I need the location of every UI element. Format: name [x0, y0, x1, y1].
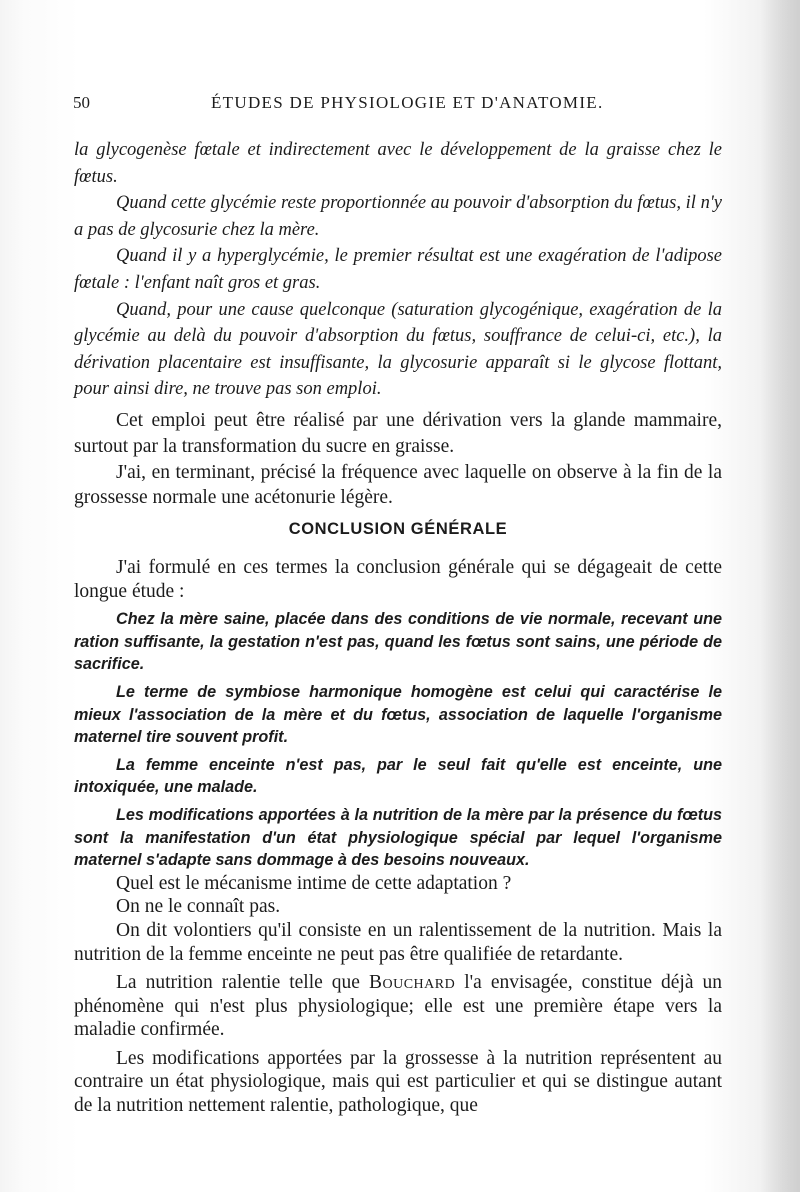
- emphasized-paragraph: Les modifications apportées à la nutrition de la mère par la présence du fœtus sont la manifestation d'un état physiologique spécial par lequel l'organisme maternel s'adapte sans dommage à des besoins nouveaux.: [74, 805, 722, 870]
- italic-paragraph: Quand, pour une cause quelconque (saturation glycogénique, exagération de la glycémie au delà du pouvoir d'absorption du fœtus, souffrance de celui-ci, etc.), la dérivation placentaire est insuffisante, la glycosurie apparaît si le glycose flottant, pour ainsi dire, ne trouve pas son emploi.: [74, 299, 722, 400]
- emphasized-paragraph: Chez la mère saine, placée dans des conditions de vie normale, recevant une ration suffisante, la gestation n'est pas, quand les fœtus sont sains, une période de sacrifice.: [74, 610, 722, 674]
- italic-paragraph: Quand il y a hyperglycémie, le premier résultat est une exagération de l'adipose fœtale : l'enfant naît gros et gras.: [74, 246, 722, 293]
- italic-summary: [74, 137, 722, 403]
- emphasized-paragraph: La femme enceinte n'est pas, par le seul fait qu'elle est enceinte, une intoxiquée, une malade.: [74, 755, 722, 797]
- paragraph: On dit volontiers qu'il consiste en un ralentissement de la nutrition. Mais la nutrition de la femme enceinte ne peut pas être qualifiée de retardante.: [74, 919, 722, 965]
- emphasized-conclusions: [74, 608, 722, 872]
- italic-paragraph: la glycogenèse fœtale et indirectement avec le développement de la graisse chez le fœtus.: [74, 140, 722, 187]
- roman-text: [74, 408, 722, 511]
- paragraph-text: La nutrition ralentie telle que: [116, 972, 369, 994]
- page-edge-shadow: [760, 0, 800, 1192]
- running-header: [73, 93, 728, 117]
- paragraph: Cet emploi peut être réalisé par une dérivation vers la glande mammaire, surtout par la transformation du sucre en graisse.: [74, 409, 722, 457]
- answer-paragraph: On ne le connaît pas.: [116, 896, 281, 918]
- conclusion-intro: J'ai formulé en ces termes la conclusion générale qui se dégageait de cette longue étude :: [74, 557, 722, 602]
- paragraph-text: l'a envisagée, constitue déjà un phénomène qui n'est plus physiologique; elle est une première étape vers la maladie confirmée.: [74, 972, 722, 1041]
- author-name: Bouchard: [368, 972, 456, 994]
- paragraph: [74, 971, 722, 1042]
- italic-paragraph: Quand cette glycémie reste proportionnée au pouvoir d'absorption du fœtus, il n'y a pas de glycosurie chez la mère.: [74, 193, 722, 240]
- paragraph: J'ai, en terminant, précisé la fréquence avec laquelle on observe à la fin de la grossesse normale une acétonurie légère.: [74, 461, 722, 509]
- emphasized-paragraph: Le terme de symbiose harmonique homogène est celui qui caractérise le mieux l'association de la mère et du fœtus, association de laquelle l'organisme maternel tire souvent profit.: [74, 682, 722, 747]
- section-heading: CONCLUSION GÉNÉRALE: [288, 520, 508, 538]
- running-title: ÉTUDES DE PHYSIOLOGIE ET D'ANATOMIE.: [211, 93, 604, 112]
- page-number: 50: [73, 93, 90, 112]
- paragraph: Les modifications apportées par la grossesse à la nutrition représentent au contraire un état physiologique, mais qui est particulier et qui se distingue autant de la nutrition nettement ralentie, pathologique, que: [74, 1047, 722, 1117]
- conclusion-section: [74, 556, 722, 1118]
- question-paragraph: Quel est le mécanisme intime de cette adaptation ?: [116, 872, 512, 894]
- body-text: [74, 137, 722, 511]
